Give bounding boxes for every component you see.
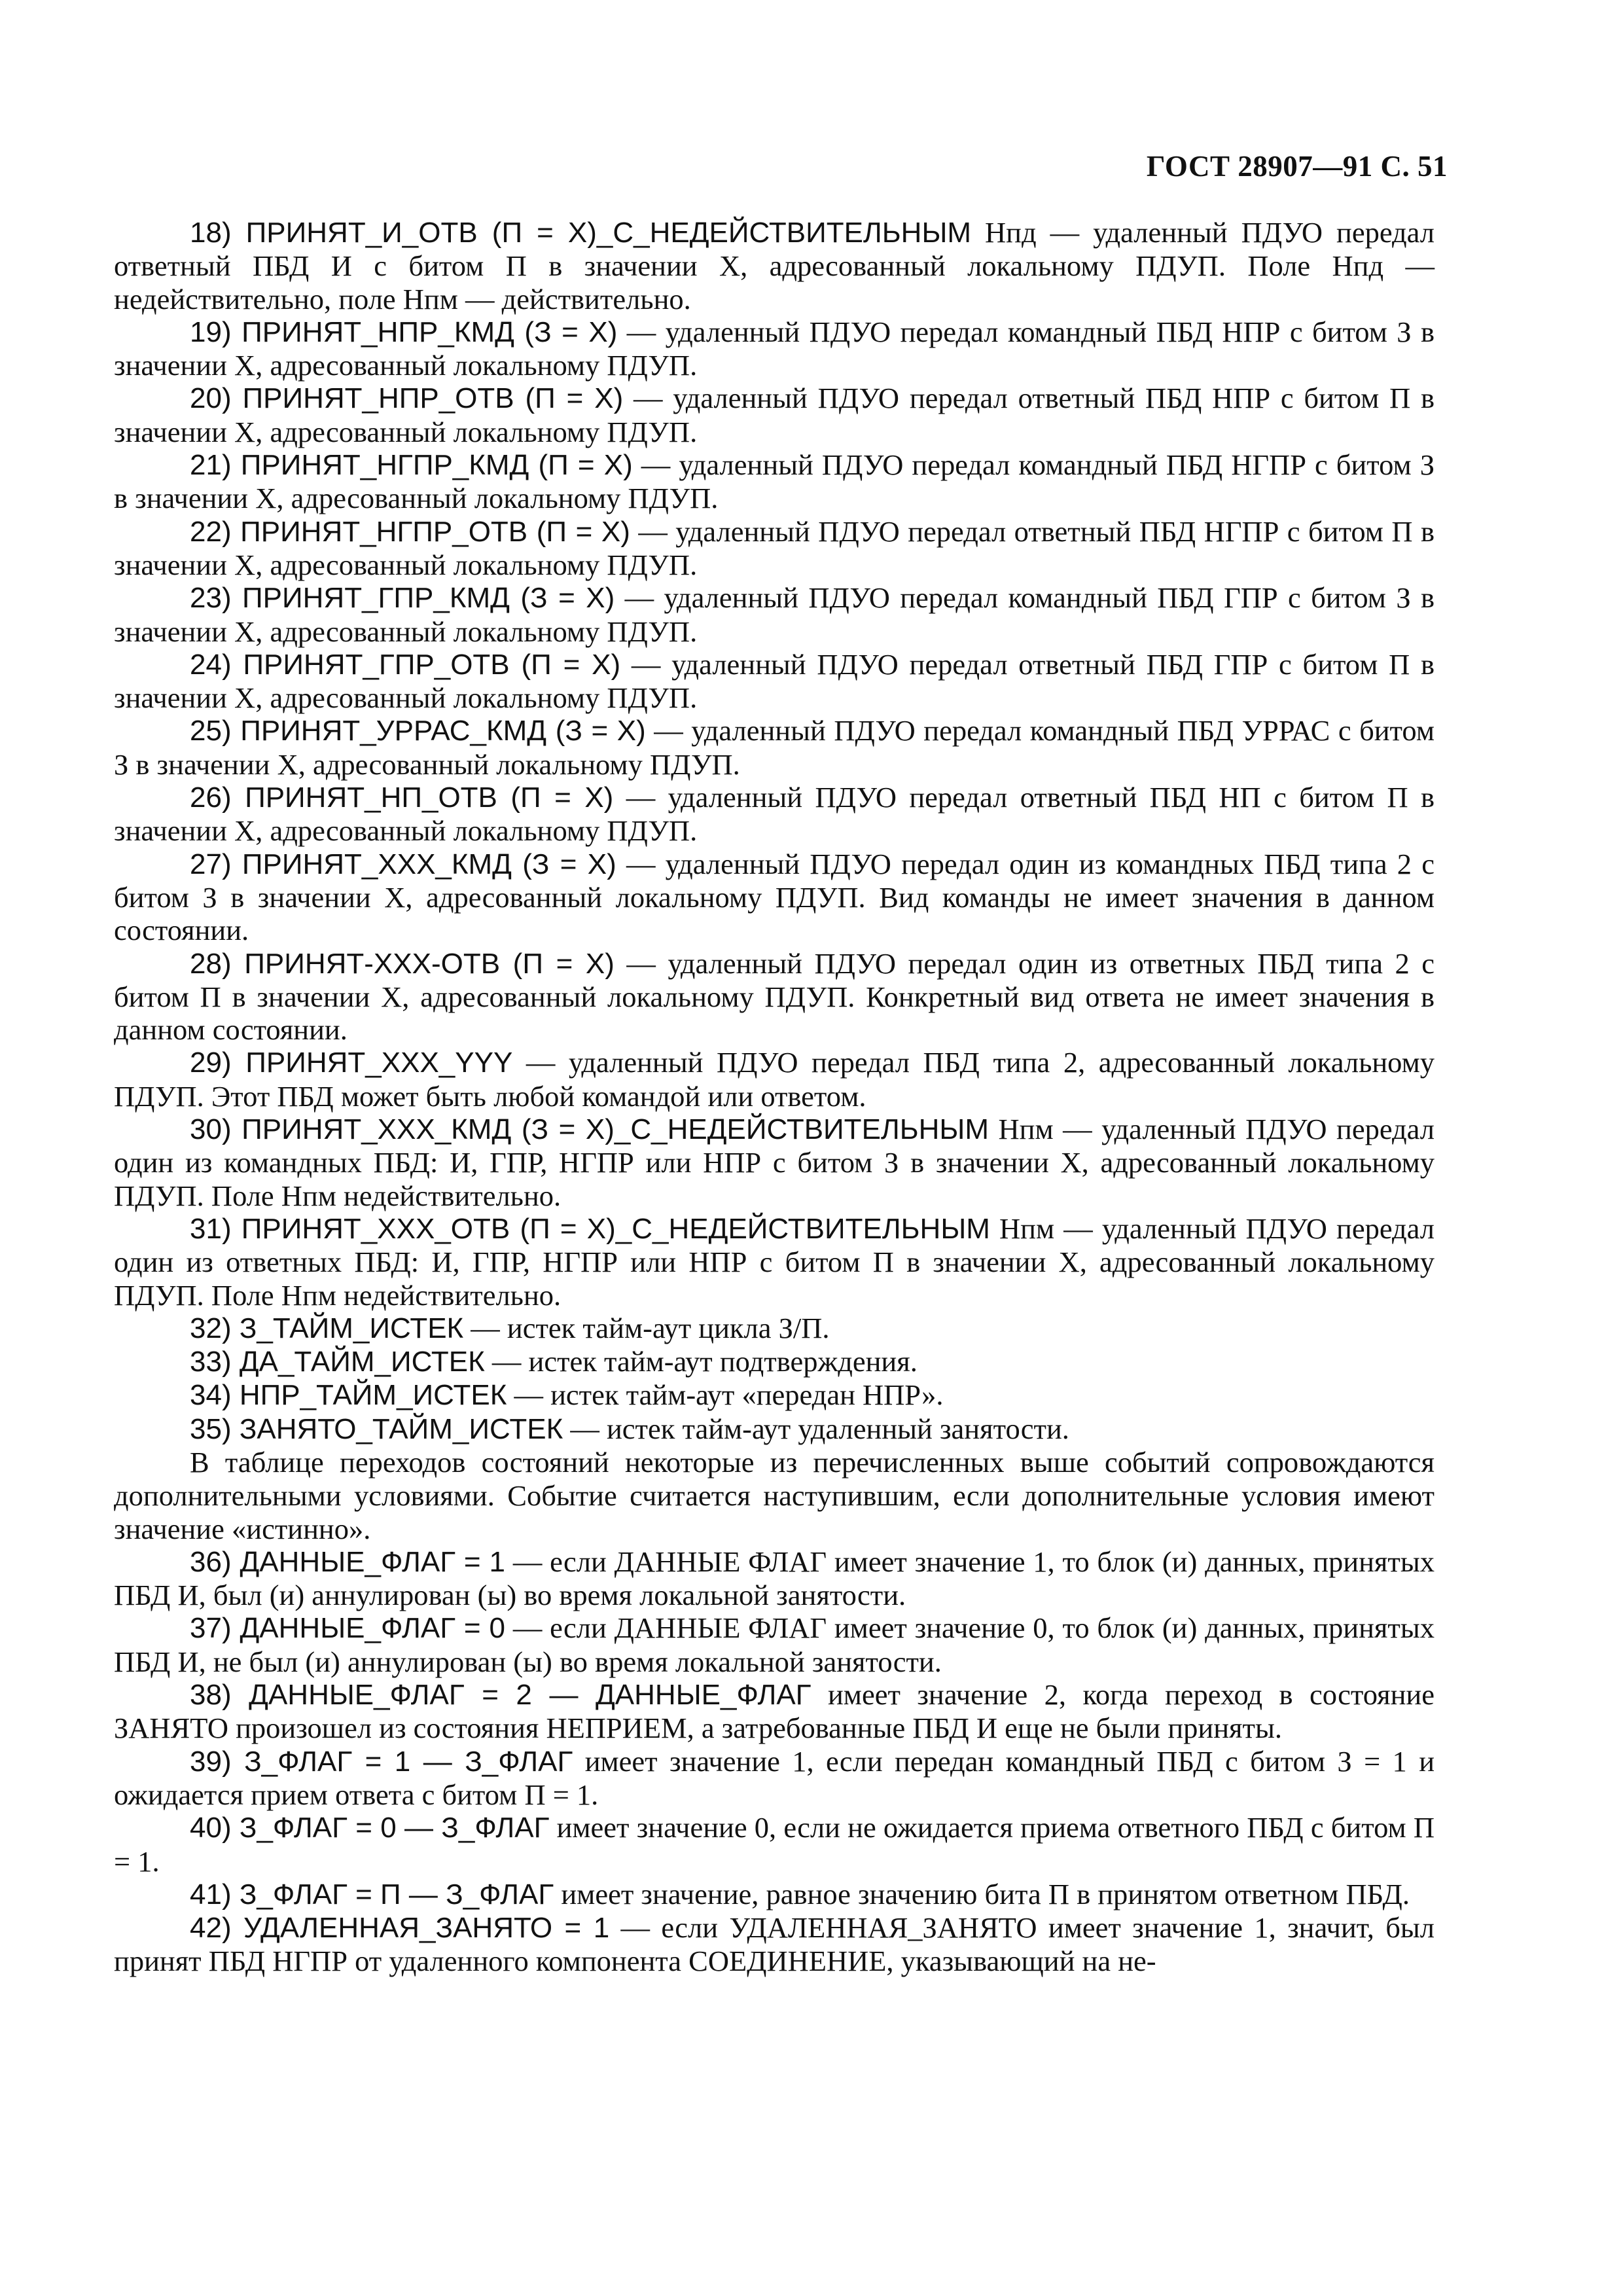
event-description: — удаленный ПДУО передал ПБД типа 2, адресованный локальному ПДУП. Этот ПБД может быть любой командой или ответом. — [114, 1046, 1435, 1113]
event-term: 30) ПРИНЯТ_XXX_КМД (З = X)_С_НЕДЕЙСТВИТЕЛЬНЫМ — [190, 1113, 990, 1146]
event-18 — [114, 216, 1435, 315]
condition-term: 36) ДАННЫЕ_ФЛАГ = 1 — [190, 1545, 506, 1578]
event-term: 28) ПРИНЯТ-XXX-ОТВ (П = X) — [190, 947, 615, 980]
page-header: ГОСТ 28907—91 С. 51 — [1146, 150, 1448, 183]
condition-term: 41) З_ФЛАГ = П — З_ФЛАГ — [190, 1878, 554, 1910]
event-description: — истек тайм-аут удаленный занятости. — [563, 1412, 1069, 1445]
condition-description: — если ДАННЫЕ ФЛАГ имеет значение 0, то блок (и) данных, принятых ПБД И, не был (и) аннулирован (ы) во время локальной занятости. — [114, 1611, 1435, 1678]
event-term: 24) ПРИНЯТ_ГПР_ОТВ (П = X) — [190, 648, 621, 681]
event-description: — удаленный ПДУО передал один из командных ПБД типа 2 с битом З в значении X, адресованный локальному ПДУП. Вид команды не имеет значения в данном состоянии. — [114, 847, 1435, 947]
condition-description: имеет значение 0, если не ожидается приема ответного ПБД с битом П = 1. — [114, 1811, 1435, 1878]
event-description: — удаленный ПДУО передал ответный ПБД НПР с битом П в значении X, адресованный локальному ПДУП. — [114, 382, 1435, 448]
event-20 — [114, 382, 1435, 448]
event-term: 18) ПРИНЯТ_И_ОТВ (П = X)_С_НЕДЕЙСТВИТЕЛЬНЫМ — [190, 217, 972, 249]
event-term: 22) ПРИНЯТ_НГПР_ОТВ (П = X) — [190, 515, 630, 548]
event-term: 29) ПРИНЯТ_XXX_YYY — [190, 1047, 513, 1079]
condition-term: 42) УДАЛЕННАЯ_ЗАНЯТО = 1 — [190, 1912, 610, 1945]
condition-42 — [114, 1911, 1435, 1978]
event-term: 33) ДА_ТАЙМ_ИСТЕК — [190, 1346, 485, 1378]
event-term: 21) ПРИНЯТ_НГПР_КМД (П = X) — [190, 449, 633, 482]
event-19 — [114, 315, 1435, 382]
condition-term: 38) ДАННЫЕ_ФЛАГ = 2 — ДАННЫЕ_ФЛАГ — [190, 1679, 812, 1712]
event-28 — [114, 947, 1435, 1047]
event-description: — удаленный ПДУО передал ответный ПБД НП с битом П в значении X, адресованный локальному ПДУП. — [114, 781, 1435, 848]
event-23 — [114, 581, 1435, 648]
event-description: — истек тайм-аут «передан НПР». — [507, 1378, 944, 1412]
condition-description: имеет значение 1, если передан командный ПБД с битом З = 1 и ожидается прием ответа с битом П = 1. — [114, 1744, 1435, 1811]
event-31 — [114, 1212, 1435, 1312]
event-26 — [114, 781, 1435, 848]
event-description: — удаленный ПДУО передал командный ПБД НГПР с битом З в значении X, адресованный локальному ПДУП. — [114, 448, 1435, 515]
event-29 — [114, 1046, 1435, 1113]
condition-38 — [114, 1678, 1435, 1745]
event-term: 31) ПРИНЯТ_XXX_ОТВ (П = X)_С_НЕДЕЙСТВИТЕЛЬНЫМ — [190, 1212, 990, 1245]
event-description: Нпм — удаленный ПДУО передал один из ответных ПБД: И, ГПР, НГПР или НПР с битом П в значении X, адресованный локальному ПДУП. Поле Нпм недействительно. — [114, 1211, 1435, 1312]
condition-description: — если УДАЛЕННАЯ_ЗАНЯТО имеет значение 1, значит, был принят ПБД НГПР от удаленного компонента СОЕДИНЕНИЕ, указывающий на не- — [114, 1911, 1435, 1978]
event-35 — [114, 1412, 1435, 1446]
event-21 — [114, 448, 1435, 515]
condition-39 — [114, 1745, 1435, 1812]
intro-paragraph — [114, 1446, 1435, 1545]
condition-description: — если ДАННЫЕ ФЛАГ имеет значение 1, то блок (и) данных, принятых ПБД И, был (и) аннулирован (ы) во время локальной занятости. — [114, 1545, 1435, 1612]
event-description: — удаленный ПДУО передал ответный ПБД ГПР с битом П в значении X, адресованный локальному ПДУП. — [114, 647, 1435, 715]
event-description: Нпм — удаленный ПДУО передал один из командных ПБД: И, ГПР, НГПР или НПР с битом З в значении X, адресованный локальному ПДУП. Поле Нпм недействительно. — [114, 1113, 1435, 1212]
condition-term: 37) ДАННЫЕ_ФЛАГ = 0 — [190, 1612, 506, 1645]
condition-term: 40) З_ФЛАГ = 0 — З_ФЛАГ — [190, 1812, 550, 1844]
condition-40 — [114, 1811, 1435, 1878]
paragraph-text: В таблице переходов состояний некоторые из перечисленных выше событий сопровождаются дополнительными условиями. Событие считается наступившим, если дополнительные условия имеют значение «истинно». — [114, 1445, 1435, 1545]
condition-37 — [114, 1611, 1435, 1678]
event-33 — [114, 1345, 1435, 1378]
condition-description: имеет значение 2, когда переход в состояние ЗАНЯТО произошел из состояния НЕПРИЕМ, а затребованные ПБД И еще не были приняты. — [114, 1678, 1435, 1745]
event-34 — [114, 1378, 1435, 1412]
event-term: 32) З_ТАЙМ_ИСТЕК — [190, 1312, 464, 1344]
event-term: 23) ПРИНЯТ_ГПР_КМД (З = X) — [190, 582, 615, 615]
event-term: 26) ПРИНЯТ_НП_ОТВ (П = X) — [190, 781, 614, 814]
event-description: — истек тайм-аут цикла З/П. — [463, 1311, 830, 1344]
event-term: 35) ЗАНЯТО_ТАЙМ_ИСТЕК — [190, 1412, 563, 1445]
condition-41 — [114, 1878, 1435, 1911]
event-description: — удаленный ПДУО передал ответный ПБД НГПР с битом П в значении X, адресованный локальному ПДУП. — [114, 514, 1435, 581]
event-32 — [114, 1312, 1435, 1345]
document-body — [114, 216, 1435, 1978]
event-description: — удаленный ПДУО передал командный ПБД ГПР с битом З в значении X, адресованный локальному ПДУП. — [114, 581, 1435, 648]
event-term: 19) ПРИНЯТ_НПР_КМД (З = X) — [190, 315, 618, 348]
event-30 — [114, 1113, 1435, 1212]
event-term: 27) ПРИНЯТ_XXX_КМД (З = X) — [190, 848, 616, 880]
event-description: — удаленный ПДУО передал командный ПБД УРРАС с битом З в значении X, адресованный локальному ПДУП. — [114, 714, 1435, 781]
event-description: — удаленный ПДУО передал один из ответных ПБД типа 2 с битом П в значении X, адресованный локальному ПДУП. Конкретный вид ответа не имеет значения в данном состоянии. — [114, 946, 1435, 1047]
event-24 — [114, 648, 1435, 715]
condition-36 — [114, 1545, 1435, 1612]
event-term: 25) ПРИНЯТ_УРРАС_КМД (З = X) — [190, 715, 646, 747]
condition-description: имеет значение, равное значению бита П в принятом ответном ПБД. — [554, 1877, 1410, 1910]
condition-term: 39) З_ФЛАГ = 1 — З_ФЛАГ — [190, 1745, 573, 1778]
event-description: Нпд — удаленный ПДУО передал ответный ПБД И с битом П в значении X, адресованный локальному ПДУП. Поле Нпд — недействительно, поле Нпм — действительно. — [114, 216, 1435, 315]
event-description: — удаленный ПДУО передал командный ПБД НПР с битом З в значении X, адресованный локальному ПДУП. — [114, 315, 1435, 382]
event-22 — [114, 515, 1435, 582]
event-description: — истек тайм-аут подтверждения. — [484, 1345, 918, 1378]
event-term: 20) ПРИНЯТ_НПР_ОТВ (П = X) — [190, 382, 624, 415]
event-term: 34) НПР_ТАЙМ_ИСТЕК — [190, 1379, 507, 1412]
event-27 — [114, 848, 1435, 947]
event-25 — [114, 714, 1435, 781]
